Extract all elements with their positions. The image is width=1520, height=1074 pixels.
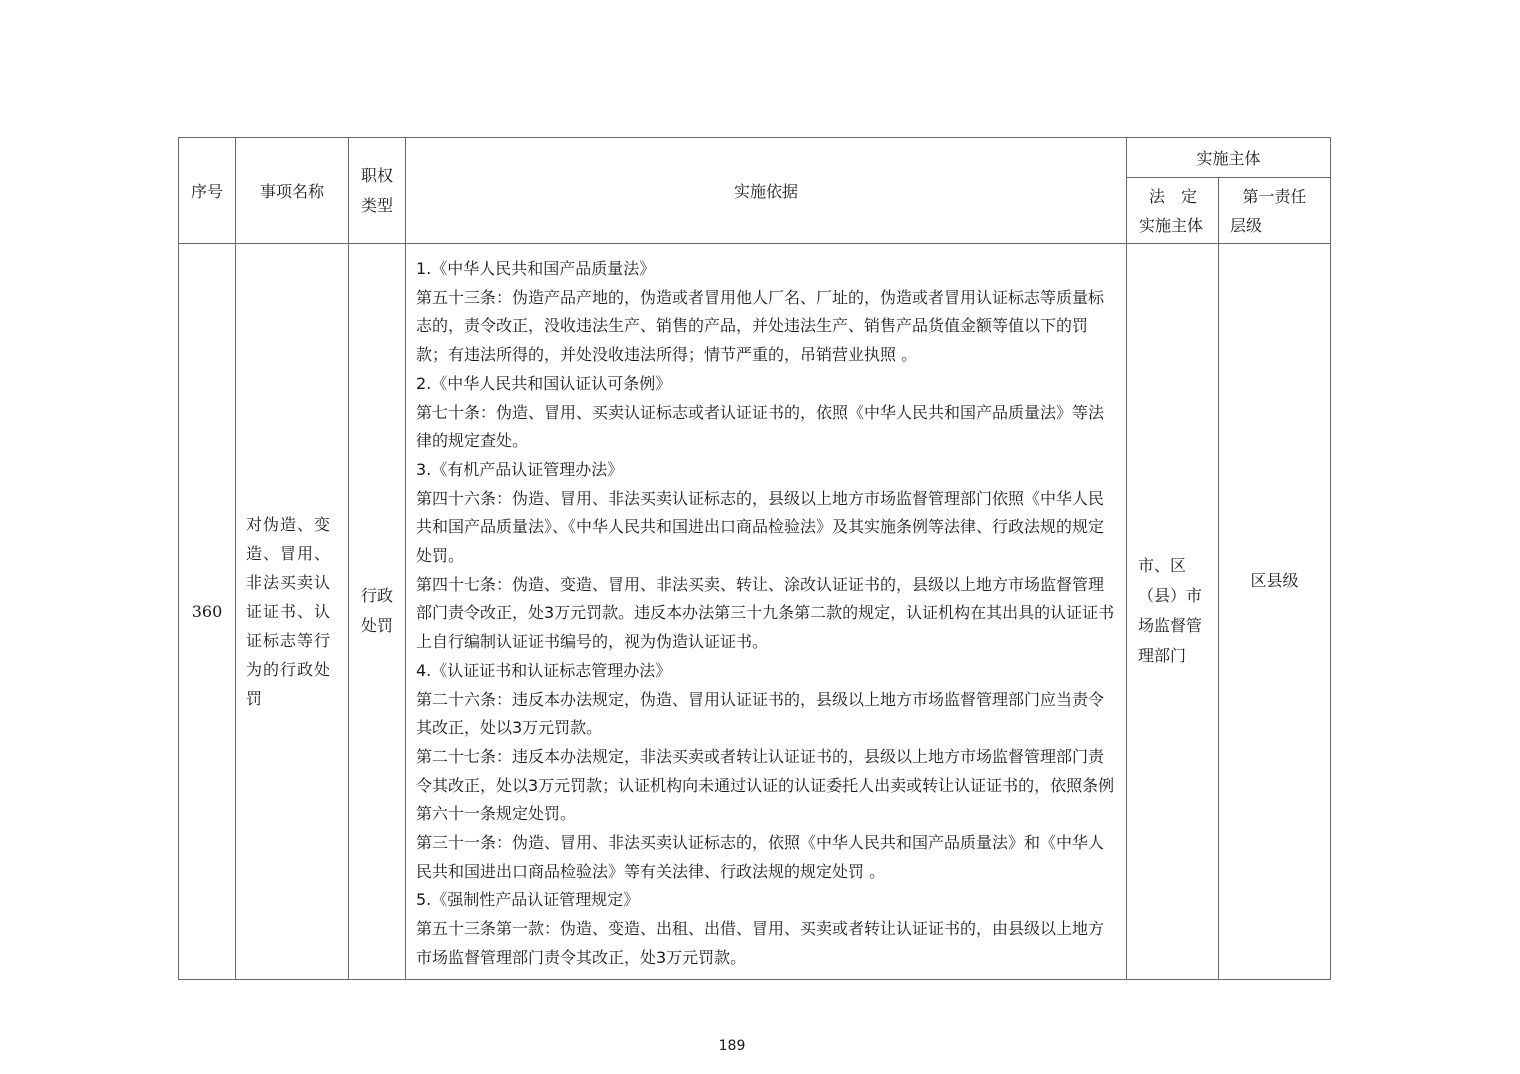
- row-authority-type-text: 行政处罚: [360, 586, 393, 636]
- table-row: [179, 244, 1331, 980]
- header-authority-type-line2: 类型: [360, 195, 393, 215]
- row-subject: 市、区（县）市场监督管理部门: [1127, 244, 1219, 980]
- basis-law-title: 5.《强制性产品认证管理规定》: [416, 890, 640, 910]
- basis-clause: 第四十六条：伪造、冒用、非法买卖认证标志的，县级以上地方市场监督管理部门依照《中华人民共和国产品质量法》、《中华人民共和国进出口商品检验法》及其实施条例等法律、行政法规的规定处罚。: [416, 488, 1105, 566]
- row-authority-type: [349, 244, 406, 980]
- basis-list: [416, 255, 1118, 973]
- basis-law-title: 1.《中华人民共和国产品质量法》: [416, 259, 656, 278]
- row-item-name: 对伪造、变造、冒用、非法买卖认证证书、认证标志等行为的行政处罚: [236, 244, 349, 980]
- basis-clause: 第五十三条第一款：伪造、变造、出租、出借、冒用、买卖或者转让认证证书的，由县级以上地方市场监督管理部门责令其改正，处3万元罚款。: [416, 919, 1105, 967]
- basis-law-title: 2.《中华人民共和国认证认可条例》: [416, 373, 672, 393]
- header-first-level-line1: 第一责任: [1242, 186, 1307, 206]
- basis-clause: 第七十条：伪造、冒用、买卖认证标志或者认证证书的，依照《中华人民共和国产品质量法》等法律的规定查处。: [416, 402, 1105, 451]
- header-seq: 序号: [179, 138, 236, 244]
- header-legal-subject-line2: 实施主体: [1139, 215, 1204, 235]
- basis-law-title: 3.《有机产品认证管理办法》: [416, 459, 624, 479]
- basis-clause: 第三十一条：伪造、冒用、非法买卖认证标志的，依照《中华人民共和国产品质量法》和《中华人民共和国进出口商品检验法》等有关法律、行政法规的规定处罚 。: [416, 833, 1105, 881]
- header-authority-type-line1: 职权: [360, 165, 393, 185]
- basis-clause: 第二十六条：违反本办法规定，伪造、冒用认证证书的，县级以上地方市场监督管理部门应当责令其改正，处以3万元罚款。: [416, 689, 1105, 738]
- page-number: 189: [718, 1038, 746, 1054]
- header-item-name: 事项名称: [236, 138, 349, 244]
- header-legal-subject-line1: 法 定: [1149, 186, 1198, 206]
- header-legal-subject: [1127, 178, 1219, 244]
- row-level: 区县级: [1219, 244, 1331, 980]
- basis-clause: 第四十七条：伪造、变造、冒用、非法买卖、转让、涂改认证证书的，县级以上地方市场监督管理部门责令改正，处3万元罚款。违反本办法第三十九条第二款的规定，认证机构在其出具的认证证书上自行编制认证证书编号的，视为伪造认证证书。: [416, 574, 1115, 652]
- basis-clause: 第五十三条：伪造产品产地的，伪造或者冒用他人厂名、厂址的，伪造或者冒用认证标志等质量标志的，责令改正，没收违法生产、销售的产品，并处违法生产、销售产品货值金额等值以下的罚款；有违法所得的，并处没收违法所得；情节严重的，吊销营业执照 。: [416, 287, 1105, 365]
- enforcement-table: [178, 137, 1331, 980]
- basis-law-title: 4.《认证证书和认证标志管理办法》: [416, 660, 672, 680]
- header-basis: 实施依据: [406, 138, 1127, 244]
- basis-clause: 第二十七条：违反本办法规定，非法买卖或者转让认证证书的，县级以上地方市场监督管理部门责令其改正，处以3万元罚款；认证机构向未通过认证的认证委托人出卖或转让认证证书的，依照条例第六十一条规定处罚。: [416, 746, 1115, 824]
- header-first-level-line2: 层级: [1230, 215, 1263, 235]
- row-seq: 360: [179, 244, 236, 980]
- header-authority-type: [349, 138, 406, 244]
- row-basis: [406, 244, 1127, 980]
- header-subject-group: 实施主体: [1127, 138, 1331, 178]
- header-first-level: [1219, 178, 1331, 244]
